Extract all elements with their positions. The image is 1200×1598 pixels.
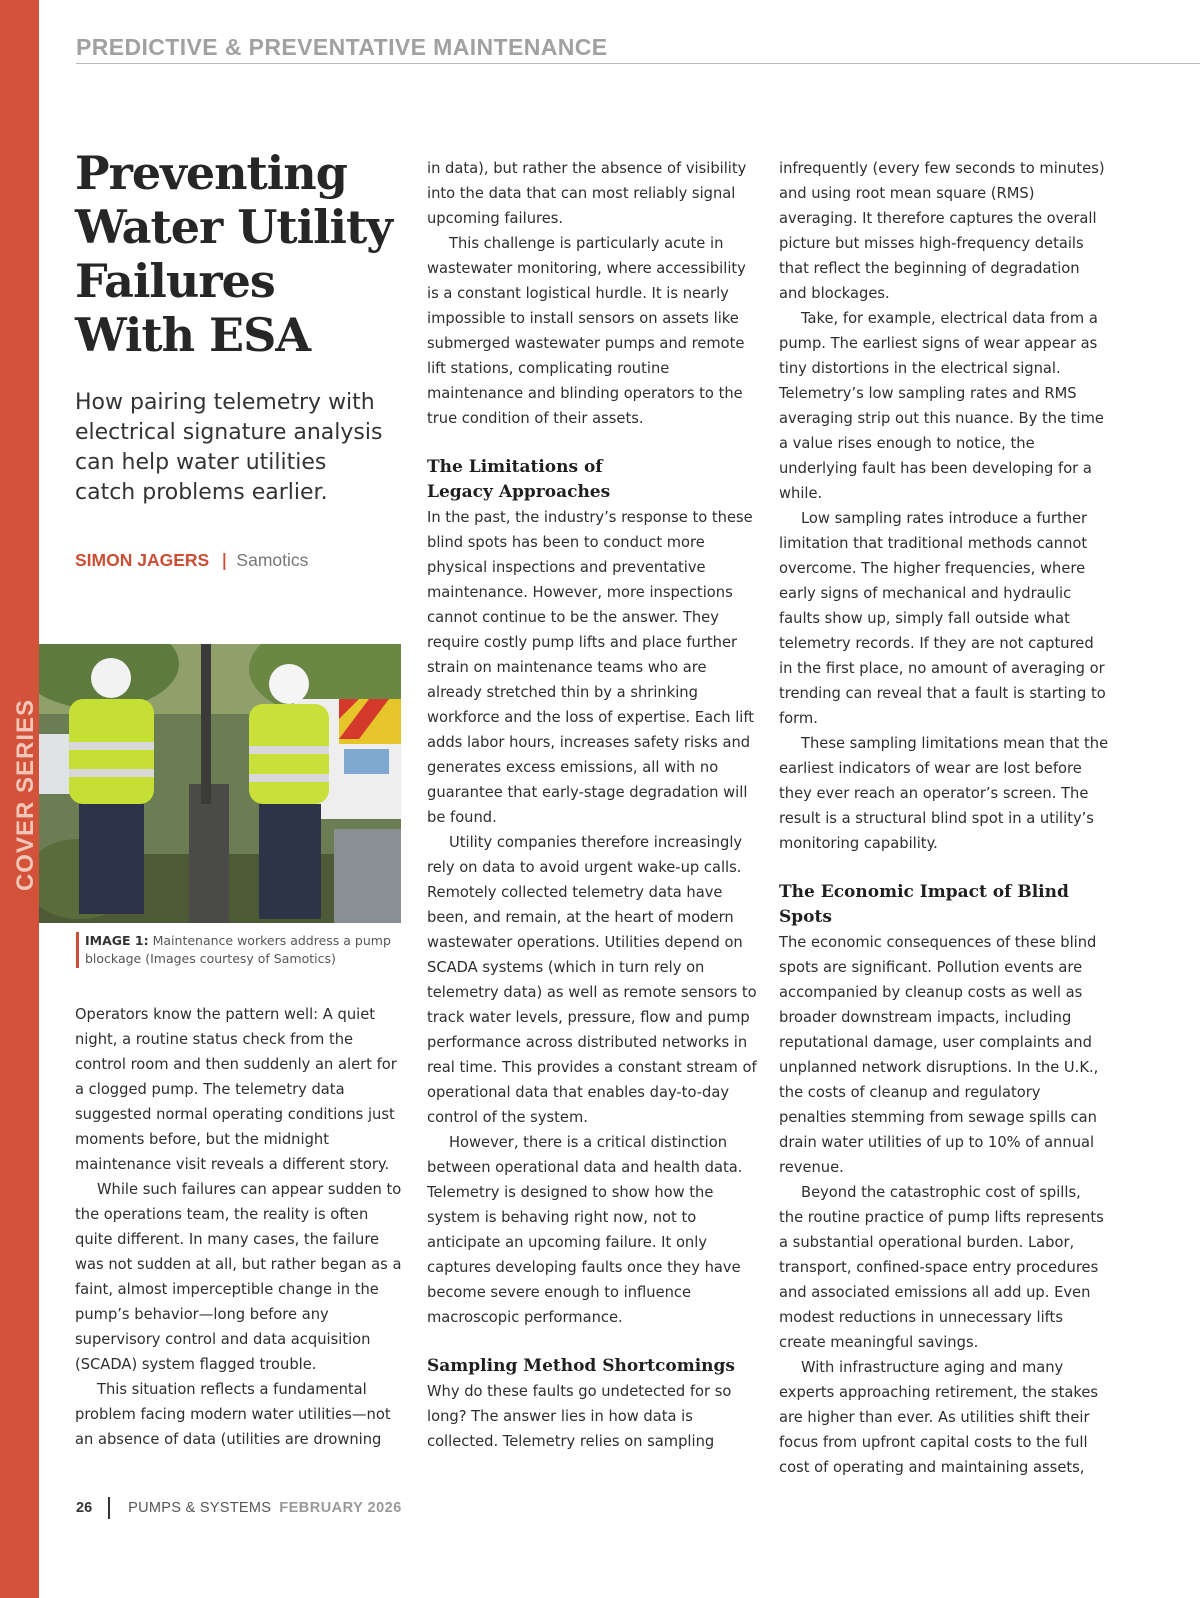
paragraph: With infrastructure aging and many experts approaching retirement, the stakes are higher than ever. As utilities shift their focus from upfront capital costs to the full cost of operating and maintaining assets, [779,1359,1099,1476]
paragraph: in data), but rather the absence of visibility into the data that can most reliably signal upcoming failures. [427,160,747,227]
title-line: Water Utility [75,200,392,254]
paragraph: This situation reflects a fundamental problem facing modern water utilities—not an absence of data (utilities are drowning [75,1381,391,1448]
paragraph: These sampling limitations mean that the earliest indicators of wear are lost before they ever reach an operator’s screen. The result is a structural blind spot in a utility’s monitoring capability. [779,735,1109,852]
paragraph: infrequently (every few seconds to minutes) and using root mean square (RMS) averaging. It therefore captures the overall picture but misses high-frequency details that reflect the beginning of degradation and blockages. [779,160,1105,302]
footer-divider [108,1497,110,1519]
article-photo [39,644,401,923]
title-line: With ESA [75,308,311,362]
paragraph: Low sampling rates introduce a further limitation that traditional methods cannot overcome. The higher frequencies, where early signs of mechanical and hydraulic faults show up, simply fall outside what telemetry records. If they are not captured in the first place, no amount of averaging or trending can reveal that a fault is starting to form. [779,510,1106,727]
page-number: 26 [76,1500,93,1516]
paragraph: Beyond the catastrophic cost of spills, the routine practice of pump lifts represents a substantial operational burden. Labor, transport, confined-space entry procedures and associated emissions all add up. Even modest reductions in unnecessary lifts create meaningful savings. [779,1184,1104,1351]
subheading-line: Legacy Approaches [427,482,611,502]
maintenance-workers-photo [39,644,401,923]
subheading-sampling: Sampling Method Shortcomings [427,1356,735,1376]
section-topic: PREDICTIVE & PREVENTATIVE MAINTENANCE [76,34,608,60]
article-title [75,146,405,362]
deck-line: can help water utilities [75,450,327,475]
byline-separator: | [221,551,228,571]
section-header [76,33,1200,64]
body-column-3 [779,156,1109,1480]
paragraph: While such failures can appear sudden to the operations team, the reality is often quite different. In many cases, the failure was not sudden at all, but rather began as a faint, almost imperceptible change in the pump’s behavior—long before any supervisory control and data acquisition (SCADA) system flagged trouble. [75,1181,402,1373]
deck-line: catch problems earlier. [75,480,328,505]
subheading-limitations [427,455,757,505]
paragraph: In the past, the industry’s response to these blind spots has been to conduct more physical inspections and preventative maintenance. However, more inspections cannot continue to be the answer. They require costly pump lifts and place further strain on maintenance teams who are already stretched thin by a shrinking workforce and the loss of expertise. Each lift adds labor hours, increases safety risks and generates excess emissions, all with no guarantee that early-stage degradation will be found. [427,509,755,826]
byline [75,550,308,571]
paragraph: Operators know the pattern well: A quiet night, a routine status check from the control room and then suddenly an alert for a clogged pump. The telemetry data suggested normal operating conditions just moments before, but the midnight maintenance visit reveals a different story. [75,1006,397,1173]
title-line: Failures [75,254,275,308]
author-organization: Samotics [236,550,309,570]
caption-label: IMAGE 1: [85,933,149,948]
deck-line: electrical signature analysis [75,420,383,445]
section-series-label: COVER SERIES [12,698,39,892]
body-column-1 [75,1002,405,1452]
paragraph: This challenge is particularly acute in wastewater monitoring, where accessibility is a constant logistical hurdle. It is nearly impossible to install sensors on assets like submerged wastewater pumps and remote lift stations, complicating routine maintenance and blinding operators to the true condition of their assets. [427,235,746,427]
paragraph: Take, for example, electrical data from a pump. The earliest signs of wear appear as tiny distortions in the electrical signal. Telemetry’s low sampling rates and RMS averaging strip out this nuance. By the time a value rises enough to notice, the underlying fault has been developing for a while. [779,310,1104,502]
subheading-economic: The Economic Impact of Blind Spots [779,882,1069,927]
deck-line: How pairing telemetry with [75,390,375,415]
paragraph: The economic consequences of these blind spots are significant. Pollution events are accompanied by cleanup costs as well as broader downstream impacts, including reputational damage, user complaints and unplanned network disruptions. In the U.K., the costs of cleanup and regulatory penalties stemming from sewage spills can drain water utilities of up to 10% of annual revenue. [779,934,1099,1176]
paragraph: Utility companies therefore increasingly rely on data to avoid urgent wake-up calls. Remotely collected telemetry data have been, and remain, at the heart of modern wastewater operations. Utilities depend on SCADA systems (which in turn rely on telemetry data) as well as remote sensors to track water levels, pressure, flow and pump performance across distributed networks in real time. This provides a constant stream of operational data that enables day-to-day control of the system. [427,834,757,1126]
article-deck [75,388,395,508]
subheading-line: The Limitations of [427,457,603,477]
title-line: Preventing [75,146,347,200]
paragraph: However, there is a critical distinction between operational data and health data. Telemetry is designed to show how the system is behaving right now, not to anticipate an upcoming failure. It only captures developing faults once they have become severe enough to influence macroscopic performance. [427,1134,743,1326]
page-footer [76,1496,402,1520]
paragraph: Why do these faults go undetected for so long? The answer lies in how data is collected. Telemetry relies on sampling [427,1383,732,1450]
image-caption [76,932,405,968]
issue-date: FEBRUARY 2026 [279,1500,402,1516]
caption-text: Maintenance workers address a pump blockage (Images courtesy of Samotics) [85,933,391,966]
author-name: SIMON JAGERS [75,550,210,570]
body-column-2 [427,156,757,1454]
magazine-name: PUMPS & SYSTEMS [128,1500,272,1516]
